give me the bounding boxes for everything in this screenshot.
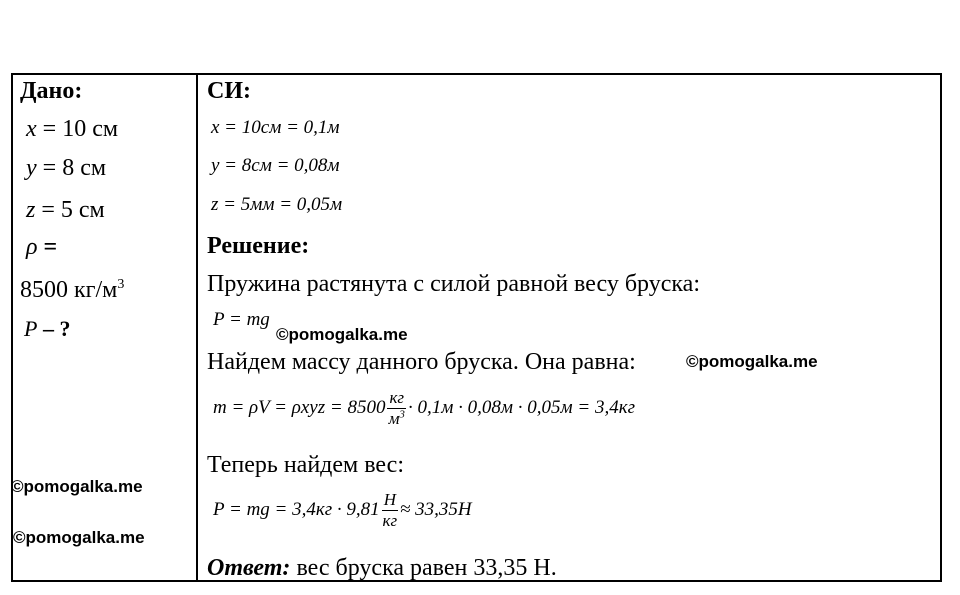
answer-text: вес бруска равен 33,35 Н. <box>290 555 557 581</box>
frac3-den: кг <box>382 511 398 530</box>
frac-den <box>389 409 405 429</box>
formula-weight-calc <box>213 490 472 531</box>
given-y-rest: = 8 см <box>36 155 107 181</box>
rho-exp: 3 <box>117 277 125 292</box>
rho-value-text: 8500 кг/м <box>20 277 118 303</box>
given-x-rest: = 10 см <box>36 116 119 142</box>
solution-line3: Теперь найдем вес: <box>207 452 404 478</box>
fraction-kg-per-m3 <box>387 388 406 429</box>
given-z-rest: = 5 см <box>35 197 105 223</box>
solution-line1: Пружина растянута с силой равной весу бруска: <box>207 271 700 297</box>
fraction-n-per-kg <box>382 490 398 531</box>
watermark: ©pomogalka.me <box>686 352 818 371</box>
table-frame <box>11 73 942 582</box>
formula-mass-left: m = ρV = ρxyz = 8500 <box>213 396 386 418</box>
formula-mass <box>213 388 635 429</box>
watermark: ©pomogalka.me <box>13 528 145 547</box>
answer-line <box>207 555 557 582</box>
si-z: z = 5мм = 0,05м <box>211 194 343 215</box>
given-find: P – ? <box>24 316 71 341</box>
formula-mass-right: · 0,1м · 0,08м · 0,05м = 3,4кг <box>408 396 636 418</box>
answer-label: Ответ: <box>207 555 291 581</box>
solution-header: Решение: <box>207 233 310 259</box>
formula-weight-left: P = mg = 3,4кг · 9,81 <box>213 498 380 520</box>
given-header: Дано: <box>20 78 83 104</box>
column-divider <box>196 73 198 582</box>
frac-den-text: м <box>388 409 400 428</box>
formula-weight-right: ≈ 33,35Н <box>399 498 472 520</box>
given-z: z = 5 см <box>26 197 105 223</box>
given-y: y = 8 см <box>26 155 107 181</box>
given-rho-value <box>20 277 124 304</box>
given-rho-label: ρ = <box>26 234 58 260</box>
si-x: x = 10см = 0,1м <box>211 117 340 138</box>
solution-line2: Найдем массу данного бруска. Она равна: <box>207 349 636 375</box>
watermark: ©pomogalka.me <box>276 325 408 344</box>
si-header: СИ: <box>207 78 251 104</box>
given-x: x = 10 см <box>26 116 119 142</box>
si-y: y = 8см = 0,08м <box>211 155 340 176</box>
frac-num: кг <box>389 388 405 407</box>
frac-den-exp: 3 <box>399 408 405 421</box>
frac3-num: Н <box>383 490 396 509</box>
watermark: ©pomogalka.me <box>11 477 143 496</box>
formula-weight: P = mg <box>213 309 270 330</box>
